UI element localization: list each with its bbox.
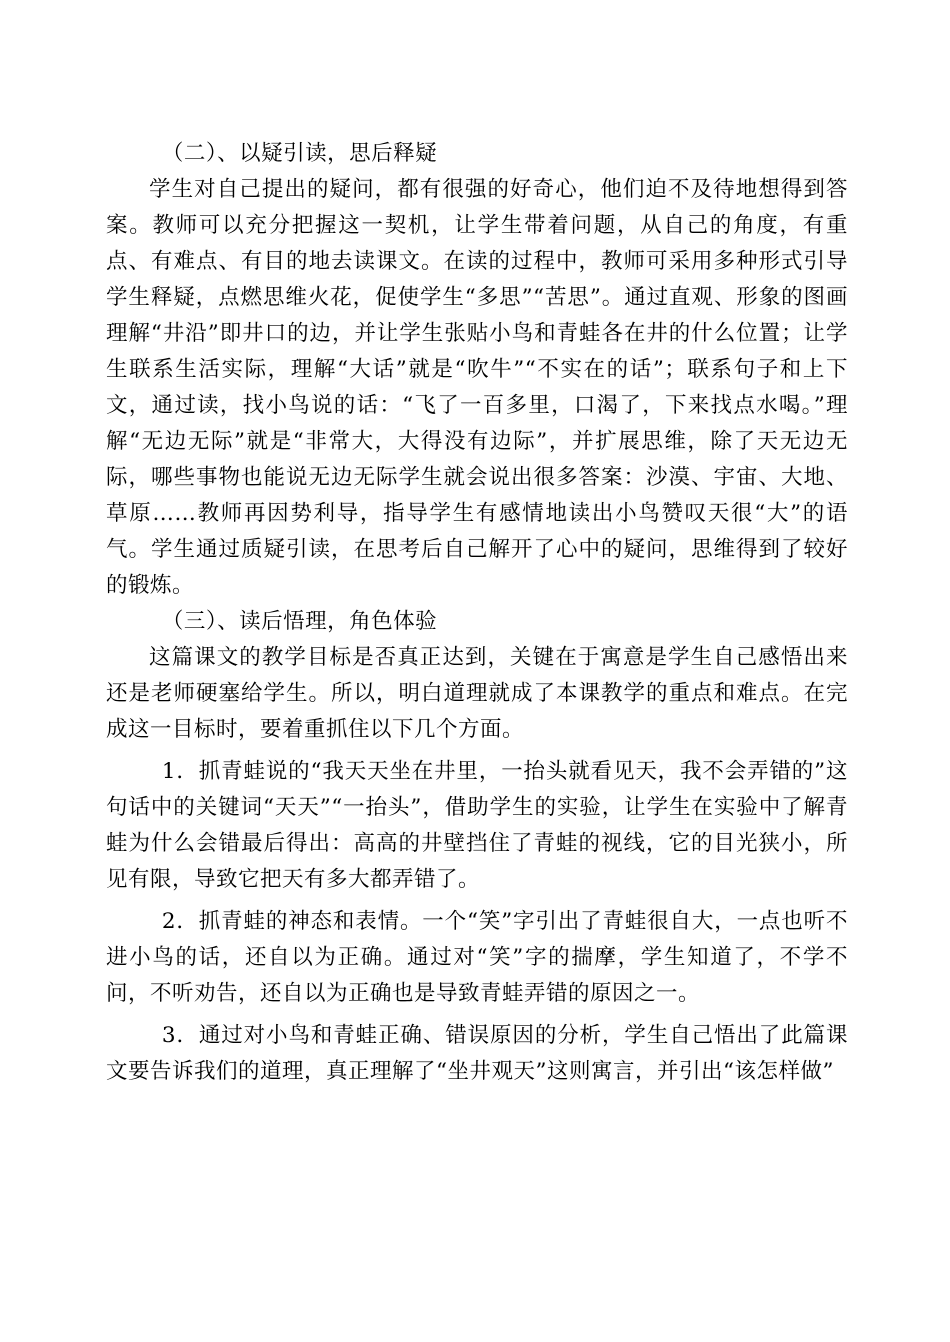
list-item-3: 3．通过对小鸟和青蛙正确、错误原因的分析，学生自己悟出了此篇课文要告诉我们的道理，真正理解了“坐井观天”这则寓言，并引出“该怎样做”: [106, 1023, 848, 1084]
list-item-2: 2．抓青蛙的神态和表情。一个“笑”字引出了青蛙很自大，一点也听不进小鸟的话，还自以为正确。通过对“笑”字的揣摩，学生知道了，不学不问，不听劝告，还自以为正确也是导致青蛙弄错的原因之一。: [106, 909, 848, 1006]
section-heading-2: （二）、以疑引读，思后释疑: [161, 141, 438, 166]
paragraph-questioning-reading: 学生对自己提出的疑问，都有很强的好奇心，他们迫不及待地想得到答案。教师可以充分把握这一契机，让学生带着问题，从自己的角度，有重点、有难点、有目的地去读课文。在读的过程中，教师可采用多种形式引导学生释疑，点燃思维火花，促使学生“多思”“苦思”。通过直观、形象的图画理解“井沿”即井口的边，并让学生张贴小鸟和青蛙各在井的什么位置；让学生联系生活实际，理解“大话”就是“吹牛”“不实在的话”；联系句子和上下文，通过读，找小鸟说的话：“飞了一百多里，口渴了，下来找点水喝。”理解“无边无际”就是“非常大，大得没有边际”，并扩展思维，除了天无边无际，哪些事物也能说无边无际学生就会说出很多答案：沙漠、宇宙、大地、草原……教师再因势利导，指导学生有感情地读出小鸟赞叹天很“大”的语气。学生通过质疑引读，在思考后自己解开了心中的疑问，思维得到了较好的锻炼。: [106, 177, 848, 598]
document-body: [106, 136, 848, 1090]
section-heading-3: （三）、读后悟理，角色体验: [161, 609, 438, 634]
list-item-1: 1．抓青蛙说的“我天天坐在井里，一抬头就看见天，我不会弄错的”这句话中的关键词“天天”“一抬头”，借助学生的实验，让学生在实验中了解青蛙为什么会错最后得出：高高的井壁挡住了青蛙的视线，它的目光狭小，所见有限，导致它把天有多大都弄错了。: [106, 759, 848, 892]
paragraph-teaching-goal: 这篇课文的教学目标是否真正达到，关键在于寓意是学生自己感悟出来还是老师硬塞给学生。所以，明白道理就成了本课教学的重点和难点。在完成这一目标时，要着重抓住以下几个方面。: [106, 645, 848, 742]
